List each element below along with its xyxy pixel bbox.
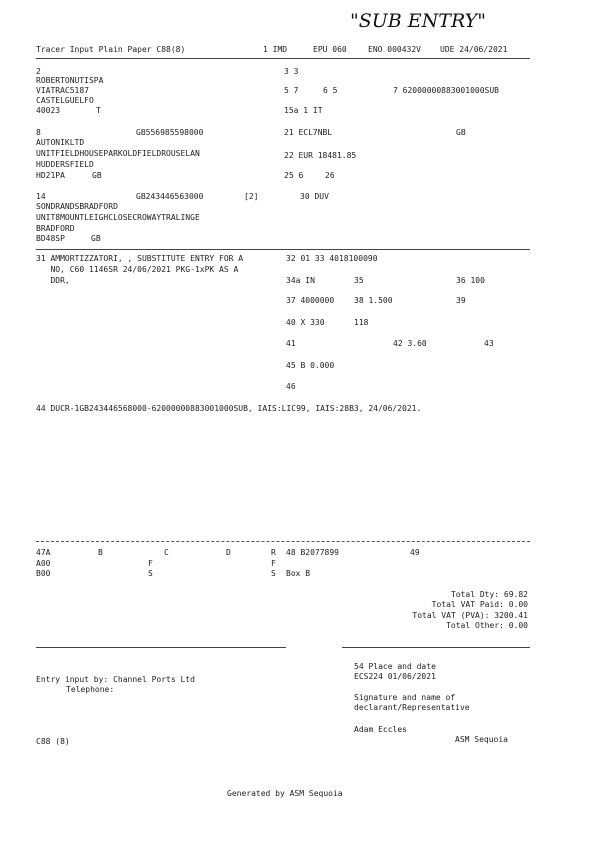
declarant-line-1: SONDRANDSBRADFORD [36,202,118,211]
declarant-company: ASM Sequoia [455,735,508,744]
signature-label-1: Signature and name of [354,693,456,702]
box-14-number: 14 [36,192,46,201]
box-49: 49 [410,548,420,557]
entry-input-by: Entry input by: Channel Ports Ltd [36,675,195,684]
consignee-country: GB [92,171,102,180]
box-47-b: B [98,548,103,557]
consignee-line-4: HD21PA [36,171,65,180]
signature-label-2: declarant/Representative [354,703,470,712]
box-47a: 47A [36,548,51,557]
generated-by: Generated by ASM Sequoia [227,789,343,798]
consignor-line-4: 40023 [36,106,61,115]
box-31-line-1: 31 AMMORTIZZATORI, , SUBSTITUTE ENTRY FOR A [36,254,244,263]
box-40-value: 118 [354,318,369,327]
header-rule [36,58,530,59]
form-title: Tracer Input Plain Paper C88(8) [36,45,186,54]
box-35: 35 [354,276,364,285]
box-30: 30 DUV [300,192,329,201]
declarant-rep-status: [2] [244,192,259,201]
box-47-r: R [271,548,276,557]
box-22: 22 EUR 18481.85 [284,151,357,160]
consignee-line-3: HUDDERSFIELD [36,160,94,169]
box-2-number: 2 [36,67,41,76]
box-41: 41 [286,339,296,348]
consignor-code: T [96,106,101,115]
box-45: 45 B 0.000 [286,361,335,370]
declarant-line-2: UNIT8MOUNTLEIGHCLOSECROWAYTRALINGE [36,213,200,222]
box-38: 38 1.500 [354,296,393,305]
box-1-imd: 1 IMD [263,45,288,54]
box-b: Box B [286,569,311,578]
form-code-footer: C88 (8) [36,737,70,746]
box-47-row1-end: F [271,559,276,568]
box-34a: 34a IN [286,276,315,285]
box-36: 36 100 [456,276,485,285]
box-47-row2-mid: S [148,569,153,578]
box-7: 7 62000000883001000SUB [393,86,499,95]
epu: EPU 060 [313,45,347,54]
total-duty: Total Dty: 69.82 [450,590,528,599]
consignee-line-1: AUTONIKLTD [36,138,85,147]
consignor-line-2: VIATRAC5187 [36,86,89,95]
box-25: 25 6 [284,171,304,180]
box-42: 42 3.60 [393,339,427,348]
handwritten-sub-entry-note: "SUB ENTRY" [350,10,486,32]
box-40: 40 X 330 [286,318,325,327]
items-rule-top [36,249,530,250]
box-6: 6 5 [323,86,338,95]
consignee-eori: GB556985598000 [136,128,204,137]
box-31-line-2: NO, C60 1146SR 24/06/2021 PKG-1xPK AS A [36,265,239,274]
box-21: 21 ECL7NBL [284,128,333,137]
box-47-row1-mid: F [148,559,153,568]
total-other: Total Other: 0.00 [446,621,528,630]
box-47-row1-type: A00 [36,559,51,568]
box-26: 26 [325,171,335,180]
total-vat-paid: Total VAT Paid: 0.00 [431,600,528,609]
items-rule-bottom [36,541,530,542]
box-46: 46 [286,382,296,391]
footer-rule-left [36,647,286,648]
box-47-row2-type: B00 [36,569,51,578]
box-3: 3 3 [284,67,299,76]
box-37: 37 4000000 [286,296,335,305]
box-8-number: 8 [36,128,41,137]
box-43: 43 [484,339,494,348]
box-54-place-date: ECS224 01/06/2021 [354,672,436,681]
declarant-line-4: BD48SP [36,234,65,243]
consignee-line-2: UNITFIELDHOUSEPARKOLDFIELDROUSELAN [36,149,200,158]
box-15a: 15a 1 IT [284,106,323,115]
consignor-line-3: CASTELGUELFO [36,96,94,105]
box-48: 48 B2077899 [286,548,339,557]
telephone-label: Telephone: [66,685,115,694]
box-32-33: 32 01 33 4018100090 [286,254,378,263]
declarant-name: Adam Eccles [354,725,407,734]
box-47-d: D [226,548,231,557]
consignor-line-1: ROBERTONUTISPA [36,76,104,85]
declarant-country: GB [91,234,101,243]
box-21-country: GB [456,128,466,137]
box-39: 39 [456,296,466,305]
box-31-line-3: DDR, [36,276,70,285]
box-47-row2-end: S [271,569,276,578]
footer-rule-right [342,647,530,648]
box-54-label: 54 Place and date [354,662,436,671]
declarant-line-3: BRADFORD [36,224,75,233]
declarant-eori: GB243446563000 [136,192,204,201]
total-vat-pva: Total VAT (PVA): 3200.41 [412,611,528,620]
eno: ENO 000432V [368,45,421,54]
box-44: 44 DUCR-1GB243446568000-62000000883001000SUB, IAIS:LIC99, IAIS:28B3, 24/06/2021. [36,404,422,413]
box-5: 5 7 [284,86,299,95]
box-47-c: C [164,548,169,557]
ude: UDE 24/06/2021 [440,45,508,54]
